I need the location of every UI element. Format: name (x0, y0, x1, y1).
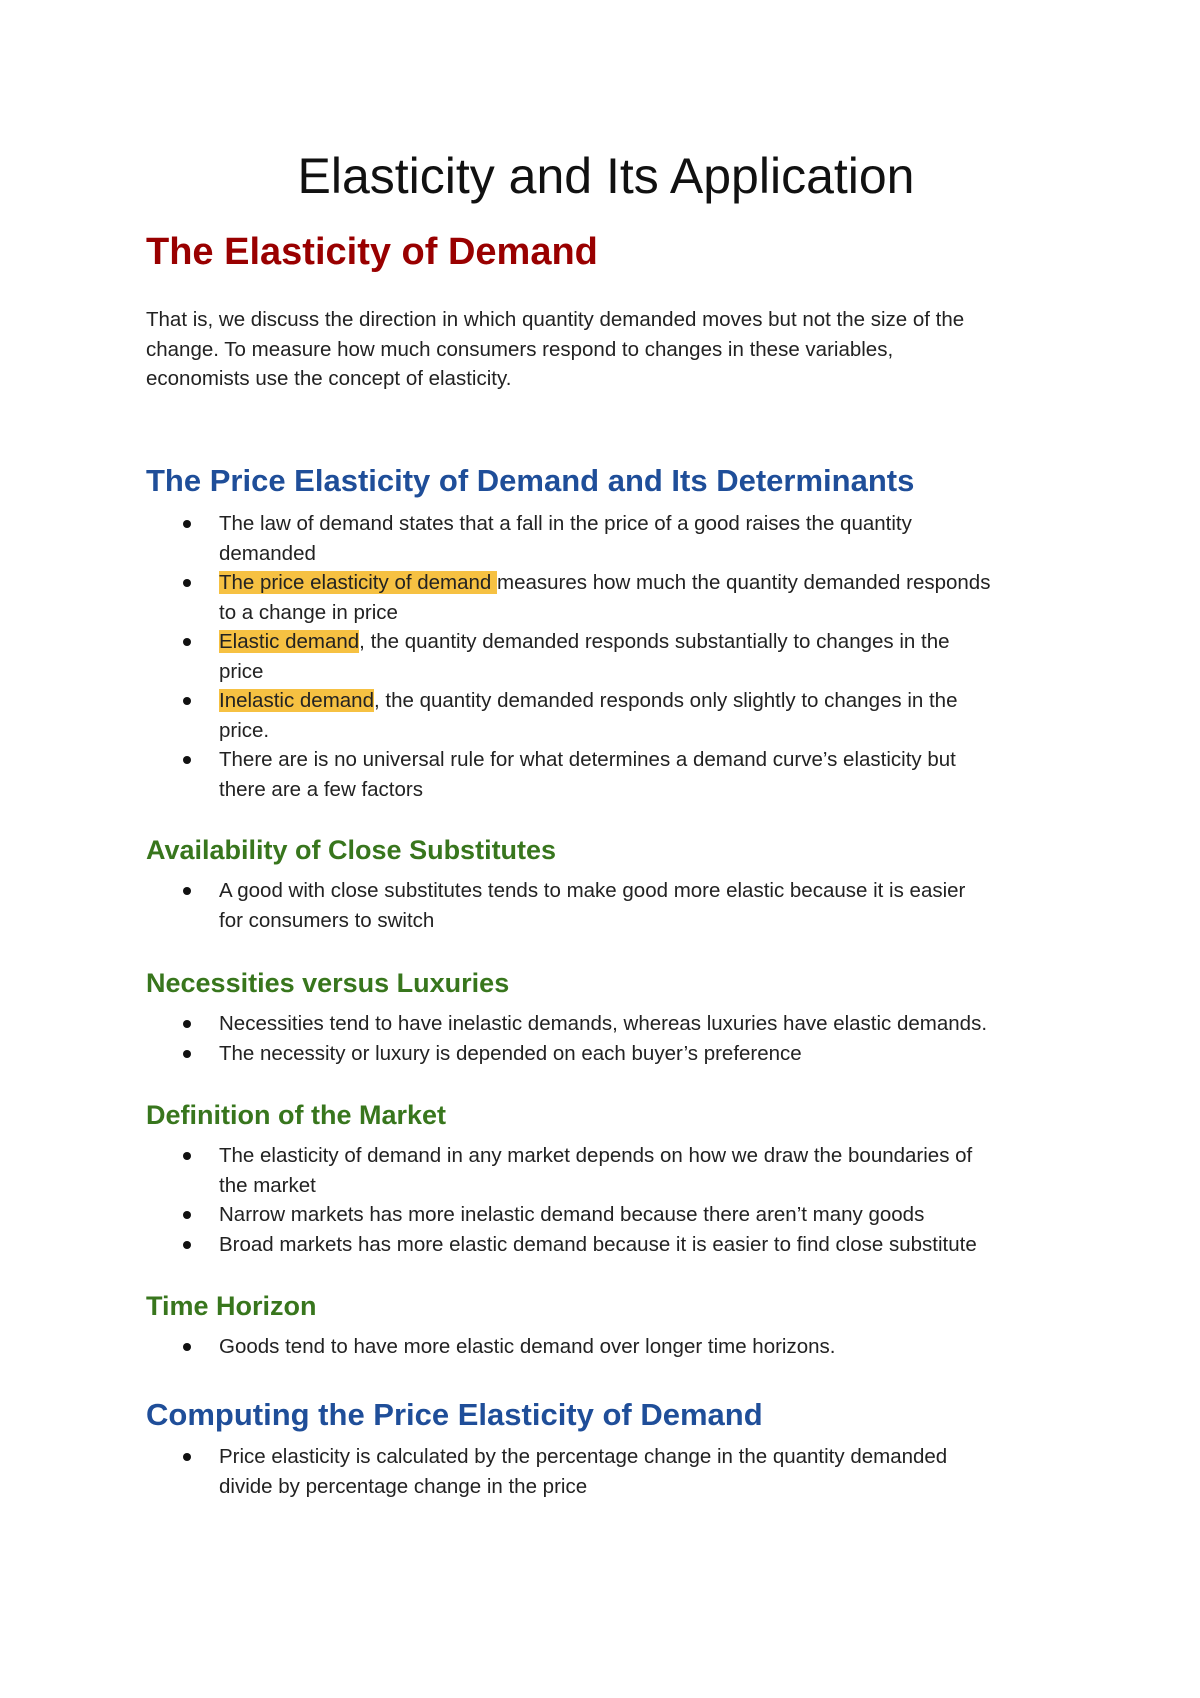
bullet-icon (183, 520, 191, 528)
list-item (146, 509, 1066, 568)
list-item-text: The necessity or luxury is depended on each buyer’s preference (219, 1041, 802, 1065)
list-item-text: Goods tend to have more elastic demand over longer time horizons. (219, 1335, 836, 1358)
list-item-text: Price elasticity is calculated by the percentage change in the quantity demanded (219, 1445, 948, 1468)
bullet-icon (183, 1241, 191, 1249)
list-item-text: Broad markets has more elastic demand because it is easier to find close substitute (219, 1232, 977, 1256)
heading-close-substitutes: Availability of Close Substitutes (146, 835, 557, 865)
list-item (146, 627, 1066, 686)
heading-price-elasticity-determinants: The Price Elasticity of Demand and Its Determinants (146, 463, 915, 498)
list-item-text-rest: , the quantity demanded responds substantially to changes in the (359, 630, 950, 653)
heading-definition-market: Definition of the Market (146, 1100, 447, 1130)
list-item-text: the market (219, 1173, 316, 1197)
list-item-text (219, 627, 1066, 657)
list-item (146, 1039, 1066, 1069)
list-item (146, 876, 1066, 935)
bullet-icon (183, 756, 191, 764)
bullet-icon (183, 1050, 191, 1058)
bullet-icon (183, 579, 191, 587)
intro-line: change. To measure how much consumers respond to changes in these variables, (146, 337, 894, 361)
bullet-icon (183, 1020, 191, 1028)
list-item-text (219, 686, 1066, 716)
list-item-text: There are is no universal rule for what determines a demand curve’s elasticity but (219, 748, 956, 771)
list-item (146, 1200, 1066, 1230)
bullet-icon (183, 887, 191, 895)
highlighted-term: The price elasticity of demand (219, 571, 498, 594)
list-item-text: price (219, 659, 264, 683)
bullet-icon (183, 697, 191, 705)
list-item-text: Narrow markets has more inelastic demand because there aren’t many goods (219, 1203, 925, 1226)
list-item-text: divide by percentage change in the price (219, 1474, 588, 1498)
list-item-text (219, 568, 1066, 598)
intro-line: That is, we discuss the direction in which quantity demanded moves but not the size of the (146, 308, 965, 331)
list-item (146, 686, 1066, 745)
document-title: Elasticity and Its Application (297, 148, 915, 204)
bullet-list-necessities (146, 1009, 1066, 1068)
list-item-text: A good with close substitutes tends to make good more elastic because it is easier (219, 879, 966, 902)
bullet-list-computing (146, 1442, 1066, 1501)
list-item-text: Necessities tend to have inelastic demands, whereas luxuries have elastic demands. (219, 1012, 988, 1035)
heading-necessities-luxuries: Necessities versus Luxuries (146, 968, 510, 998)
bullet-icon (183, 1211, 191, 1219)
list-item-text: to a change in price (219, 600, 398, 624)
list-item (146, 1332, 1066, 1362)
heading-computing-price-elasticity: Computing the Price Elasticity of Demand (146, 1397, 763, 1432)
list-item (146, 1009, 1066, 1039)
bullet-list-substitutes (146, 876, 1066, 935)
bullet-icon (183, 638, 191, 646)
list-item-text: for consumers to switch (219, 908, 435, 932)
list-item-text: there are a few factors (219, 777, 423, 801)
bullet-icon (183, 1453, 191, 1461)
list-item (146, 745, 1066, 804)
list-item-text: demanded (219, 541, 316, 565)
bullet-list-price-elasticity (146, 509, 1066, 804)
list-item-text-rest: , the quantity demanded responds only slightly to changes in the (373, 689, 958, 712)
intro-line: economists use the concept of elasticity. (146, 367, 512, 390)
list-item-text: The law of demand states that a fall in the price of a good raises the quantity (219, 512, 912, 535)
highlighted-term: Elastic demand (219, 630, 360, 653)
list-item-text-rest: measures how much the quantity demanded responds (497, 571, 991, 594)
bullet-icon (183, 1343, 191, 1351)
list-item (146, 568, 1066, 627)
heading-elasticity-of-demand: The Elasticity of Demand (146, 231, 598, 273)
heading-time-horizon: Time Horizon (146, 1291, 317, 1321)
list-item-text: price. (219, 718, 270, 742)
list-item (146, 1141, 1066, 1200)
bullet-list-time-horizon (146, 1332, 1066, 1362)
bullet-icon (183, 1152, 191, 1160)
list-item (146, 1230, 1066, 1260)
list-item-text: The elasticity of demand in any market depends on how we draw the boundaries of (219, 1144, 973, 1167)
highlighted-term: Inelastic demand (219, 689, 374, 712)
intro-paragraph (146, 305, 1066, 394)
bullet-list-market (146, 1141, 1066, 1259)
list-item (146, 1442, 1066, 1501)
